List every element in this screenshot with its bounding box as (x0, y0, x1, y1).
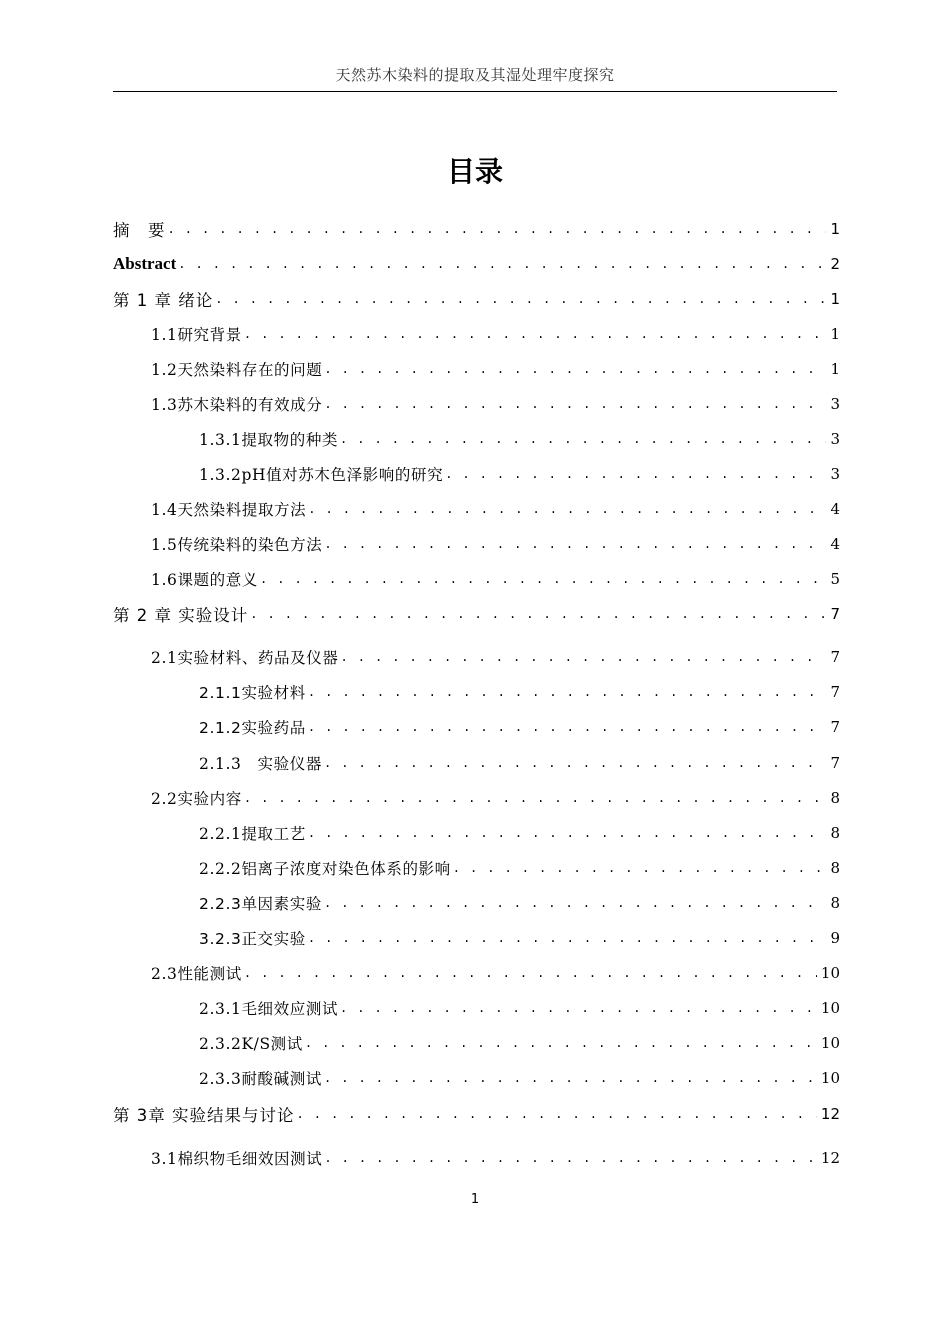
toc-entry-subsection[interactable] (199, 751, 840, 775)
toc-entry-chapter-3[interactable] (113, 1102, 840, 1126)
toc-page-number: 1 (830, 220, 840, 238)
toc-entry-label: 2.1实验材料、药品及仪器 (151, 649, 339, 667)
toc-page-number: 3 (830, 465, 840, 483)
dot-leader (306, 821, 827, 845)
dot-leader (306, 926, 827, 950)
dot-leader (213, 287, 826, 311)
toc-entry-section[interactable] (151, 645, 840, 669)
toc-entry-subsection[interactable] (199, 856, 840, 880)
dot-leader (443, 462, 826, 486)
toc-entry-label: 1.4天然染料提取方法 (151, 501, 307, 519)
toc-entry-section[interactable] (151, 532, 840, 556)
dot-leader (322, 1146, 817, 1170)
toc-entry-subsection[interactable] (199, 996, 840, 1020)
dot-leader (242, 786, 827, 810)
dot-leader (306, 497, 826, 521)
toc-entry-section[interactable] (151, 1146, 840, 1170)
toc-page-number: 8 (830, 789, 840, 807)
toc-entry-section[interactable] (151, 357, 840, 381)
toc-page-number: 7 (830, 683, 840, 701)
toc-entry-section[interactable] (151, 322, 840, 346)
toc-entry-section[interactable] (151, 786, 840, 810)
toc-entry-section[interactable] (151, 497, 840, 521)
dot-leader (322, 392, 826, 416)
page-title: 目录 (446, 155, 503, 188)
toc-entry-subsection[interactable] (199, 1031, 840, 1055)
dot-leader (306, 680, 827, 704)
dot-leader (242, 961, 817, 985)
dot-leader (303, 1031, 817, 1055)
dot-leader (166, 217, 827, 241)
toc-page-number: 7 (830, 718, 840, 736)
toc-page-number: 7 (830, 754, 840, 772)
toc-entry-label: Abstract (113, 254, 177, 273)
toc-page-number: 4 (830, 535, 840, 553)
toc-page-number: 2 (830, 255, 840, 273)
toc-page-number: 1 (830, 360, 840, 378)
toc-entry-label: 2.3.2K/S测试 (199, 1035, 303, 1053)
toc-entry-abstract-en[interactable] (113, 252, 840, 276)
toc-page-number: 12 (820, 1105, 840, 1123)
toc-entry-subsection[interactable] (199, 680, 840, 704)
dot-leader (295, 1102, 817, 1126)
toc-page-number: 9 (830, 929, 840, 947)
page-number: 1 (470, 1192, 480, 1207)
toc-entry-label: 1.3苏木染料的有效成分 (151, 396, 323, 414)
dot-leader (322, 1066, 817, 1090)
toc-entry-label: 1.2天然染料存在的问题 (151, 361, 323, 379)
toc-entry-label: 2.3.3耐酸碱测试 (199, 1070, 322, 1088)
toc-entry-label: 3.2.3正交实验 (199, 930, 306, 948)
toc-entry-subsection[interactable] (199, 427, 840, 451)
toc-page-number: 3 (830, 395, 840, 413)
toc-page-number: 12 (820, 1149, 840, 1167)
toc-entry-chapter-2[interactable] (113, 602, 840, 626)
toc-entry-subsection[interactable] (199, 715, 840, 739)
toc-page-number: 7 (830, 648, 840, 666)
dot-leader (242, 322, 827, 346)
toc-entry-subsection[interactable] (199, 891, 840, 915)
toc-page-number: 7 (830, 605, 840, 623)
toc-entry-label: 2.1.2实验药品 (199, 719, 306, 737)
toc-entry-label: 2.2.2铝离子浓度对染色体系的影响 (199, 860, 451, 878)
toc-entry-label: 1.3.2pH值对苏木色泽影响的研究 (199, 466, 444, 484)
toc-entry-label: 1.3.1提取物的种类 (199, 431, 339, 449)
toc-entry-section[interactable] (151, 392, 840, 416)
dot-leader (338, 996, 817, 1020)
toc-page-number: 8 (830, 894, 840, 912)
running-header: 天然苏木染料的提取及其湿处理牢度探究 (335, 66, 615, 84)
dot-leader (322, 357, 826, 381)
toc-entry-label: 3.1棉织物毛细效因测试 (151, 1150, 323, 1168)
toc-entry-label: 2.2.1提取工艺 (199, 825, 306, 843)
toc-entry-label: 第 3章 实验结果与讨论 (113, 1106, 295, 1125)
toc-entry-label: 2.1.3 实验仪器 (199, 755, 322, 773)
toc-entry-abstract-cn[interactable] (113, 217, 840, 241)
toc-entry-label: 摘 要 (113, 221, 166, 240)
dot-leader (322, 891, 827, 915)
toc-entry-subsection[interactable] (199, 1066, 840, 1090)
toc-entry-label: 2.2.3单因素实验 (199, 895, 322, 913)
toc-entry-subsection[interactable] (199, 926, 840, 950)
toc-page-number: 4 (830, 500, 840, 518)
toc-page-number: 8 (830, 824, 840, 842)
header-divider (113, 91, 837, 92)
toc-entry-label: 1.1研究背景 (151, 326, 242, 344)
toc-entry-label: 2.1.1实验材料 (199, 684, 306, 702)
toc-entry-subsection[interactable] (199, 462, 840, 486)
toc-page-number: 10 (820, 1069, 840, 1087)
toc-entry-chapter-1[interactable] (113, 287, 840, 311)
toc-page-number: 10 (820, 964, 840, 982)
toc-entry-subsection[interactable] (199, 821, 840, 845)
toc-entry-label: 第 1 章 绪论 (113, 291, 214, 310)
toc-entry-label: 2.3.1毛细效应测试 (199, 1000, 339, 1018)
toc-page-number: 8 (830, 859, 840, 877)
toc-page-number: 1 (830, 325, 840, 343)
toc-page-number: 3 (830, 430, 840, 448)
toc-entry-label: 1.5传统染料的染色方法 (151, 536, 323, 554)
dot-leader (322, 751, 827, 775)
toc-page-number: 5 (830, 570, 840, 588)
toc-entry-label: 第 2 章 实验设计 (113, 606, 249, 625)
toc-entry-label: 2.2实验内容 (151, 790, 242, 808)
toc-page-number: 10 (820, 999, 840, 1017)
dot-leader (322, 532, 826, 556)
dot-leader (338, 645, 826, 669)
dot-leader (248, 602, 826, 626)
dot-leader (306, 715, 827, 739)
dot-leader (176, 252, 826, 276)
dot-leader (451, 856, 827, 880)
dot-leader (258, 567, 827, 591)
toc-entry-section[interactable] (151, 961, 840, 985)
toc-entry-label: 2.3性能测试 (151, 965, 242, 983)
toc-page-number: 1 (830, 290, 840, 308)
toc-entry-label: 1.6课题的意义 (151, 571, 258, 589)
toc-page-number: 10 (820, 1034, 840, 1052)
toc-entry-section[interactable] (151, 567, 840, 591)
dot-leader (338, 427, 826, 451)
